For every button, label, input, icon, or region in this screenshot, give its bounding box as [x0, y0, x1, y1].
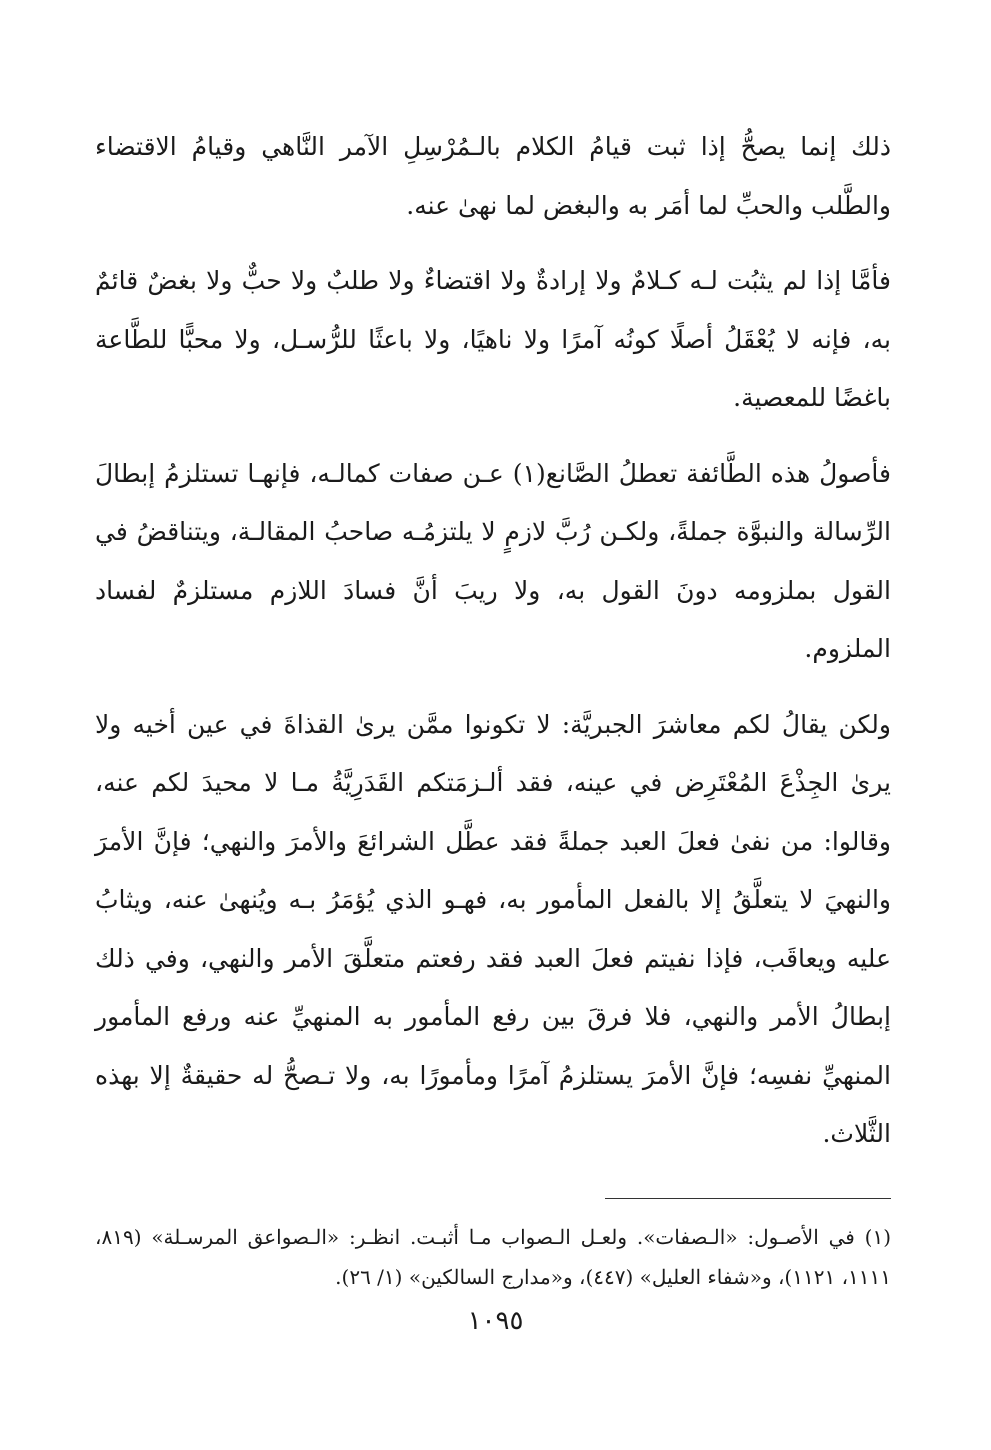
- main-text: [95, 118, 891, 1181]
- paragraph-4: ولكن يقالُ لكم معاشرَ الجبريَّة: لا تكونوا ممَّن يرىٰ القذاةَ في عين أخيه ولا يرىٰ الجِذْعَ المُعْتَرِض في عينه، فقد ألـزمَتكم القَدَرِيَّةُ مـا لا محيدَ لكم عنه، وقالوا: من نفىٰ فعلَ العبد جملةً فقد عطَّل الشرائعَ والأمرَ والنهي؛ فإنَّ الأمرَ والنهيَ لا يتعلَّقُ إلا بالفعل المأمور به، فهـو الذي يُؤمَرُ بـه ويُنهىٰ عنه، ويثابُ عليه ويعاقَب، فإذا نفيتم فعلَ العبد فقد رفعتم متعلَّقَ الأمر والنهي، وفي ذلك إبطالُ الأمر والنهي، فلا فرقَ بين رفع المأمور به المنهيِّ عنه ورفع المأمور المنهيِّ نفسِه؛ فإنَّ الأمرَ يستلزمُ آمرًا ومأمورًا به، ولا تـصحُّ له حقيقةٌ إلا بهذه الثَّلاث.: [95, 709, 891, 1148]
- page-number: ١٠٩٥: [467, 1306, 524, 1336]
- paragraph-1: ذلك إنما يصحُّ إذا ثبت قيامُ الكلام بالـمُرْسِلِ الآمر النَّاهي وقيامُ الاقتضاء والطَّلب والحبِّ لما أمَر به والبغض لما نهىٰ عنه.: [95, 132, 891, 220]
- footnote-separator: [605, 1198, 891, 1199]
- paragraph-2: فأمَّا إذا لم يثبُت لـه كـلامٌ ولا إرادةٌ ولا اقتضاءٌ ولا طلبٌ ولا حبٌّ ولا بغضٌ قائمٌ به، فإنه لا يُعْقَلُ أصلًا كونُه آمرًا ولا ناهيًا، ولا باعثًا للرُّسـل، ولا محبًّا للطَّاعة باغضًا للمعصية.: [95, 266, 891, 412]
- paragraph-3: فأصولُ هذه الطَّائفة تعطلُ الصَّانع(١) عـن صفات كمالـه، فإنهـا تستلزمُ إبطالَ الرِّسالة والنبوَّة جملةً، ولكـن رُبَّ لازمٍ لا يلتزمُـه صاحبُ المقالـة، ويتناقضُ في القول بملزومه دونَ القول به، ولا ريبَ أنَّ فسادَ اللازم مستلزمٌ لفساد الملزوم.: [95, 458, 892, 663]
- footnote-1: [95, 1217, 891, 1297]
- footnote-1-text: (١) في الأصـول: «الـصفات». ولعـل الـصواب مـا أثبـت. انظـر: «الـصواعق المرسـلة» (٨١٩، ١١١١، ١١٢١)، و«شفاء العليل» (٤٤٧)، و«مدارج السالكين» (١/ ٢٦).: [95, 1225, 891, 1289]
- footnotes: [95, 1217, 891, 1297]
